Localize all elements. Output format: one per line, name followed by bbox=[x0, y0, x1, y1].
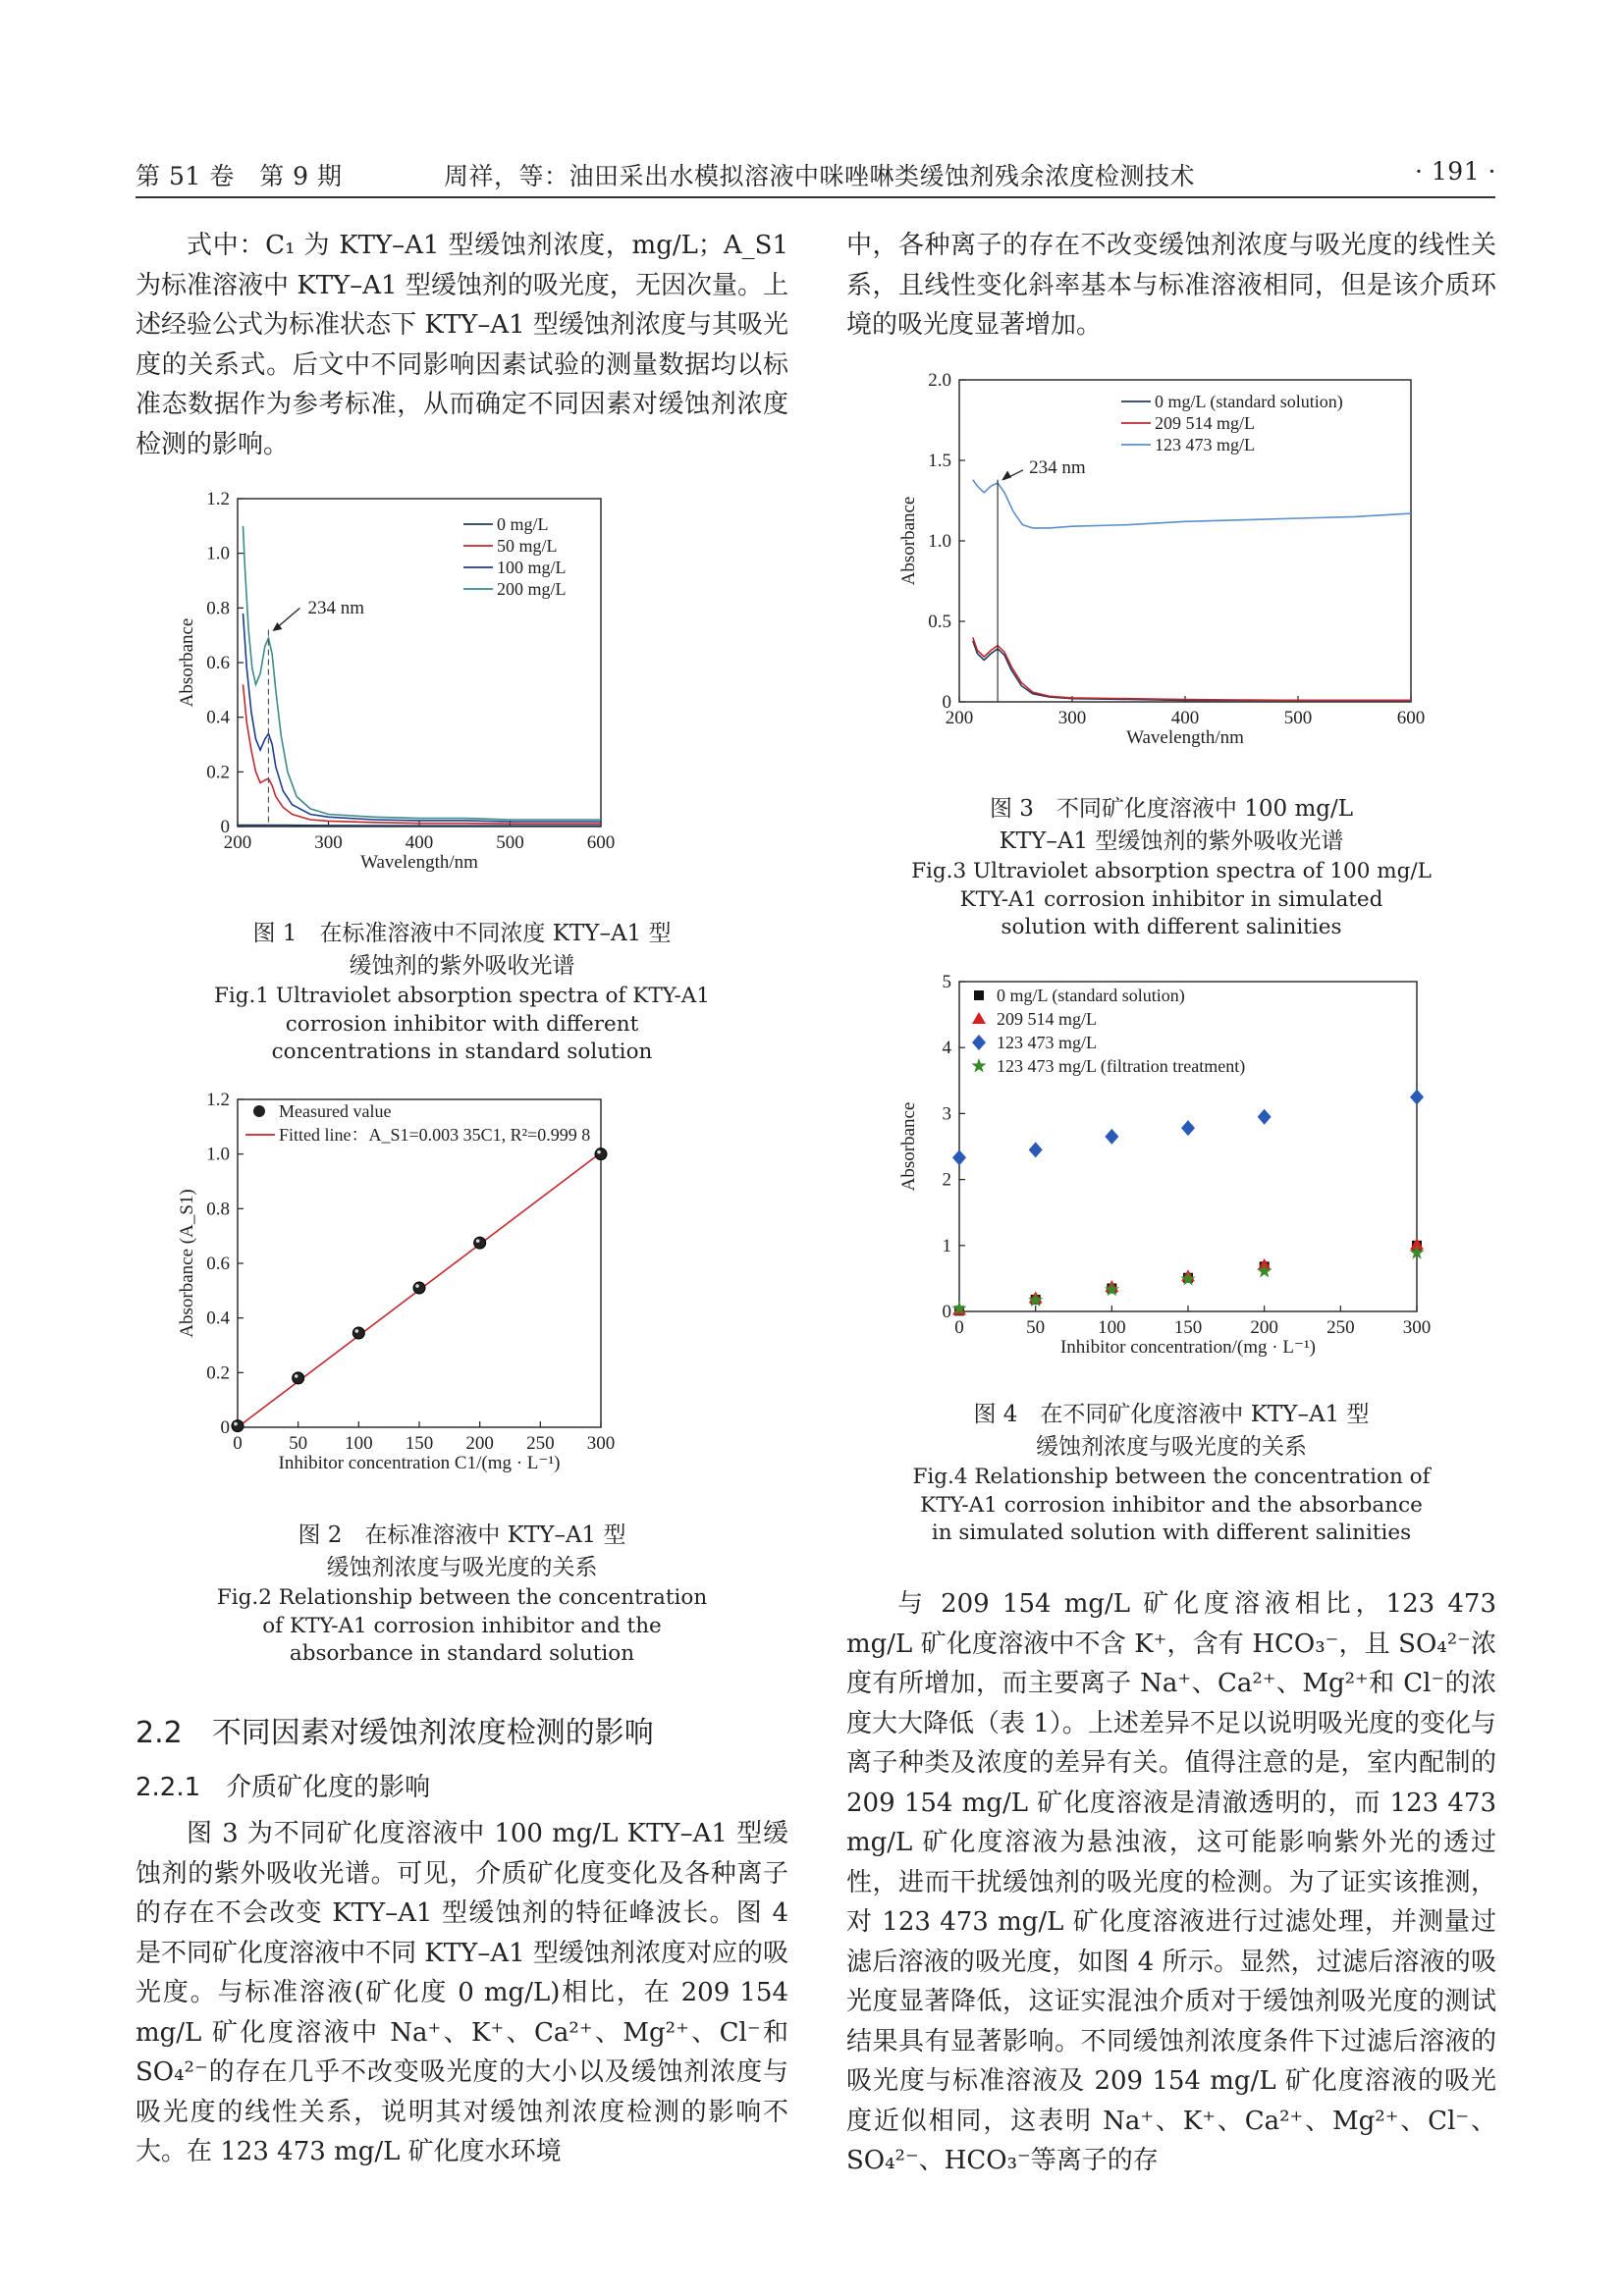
fig2-legend-label-measured: Measured value bbox=[279, 1101, 392, 1121]
fig2-data-point-highlight bbox=[597, 1150, 601, 1154]
fig4-ytick-label: 5 bbox=[942, 972, 951, 992]
figure-3-caption-en-2: KTY-A1 corrosion inhibitor in simulated bbox=[959, 886, 1383, 912]
fig4-ytick-label: 4 bbox=[942, 1038, 951, 1059]
figure-2-caption-en-3: absorbance in standard solution bbox=[289, 1641, 635, 1666]
fig3-annotation-label: 234 nm bbox=[1029, 457, 1086, 479]
fig2-data-point-highlight bbox=[355, 1329, 359, 1333]
fig1-xaxis-label: Wavelength/nm bbox=[360, 852, 478, 873]
fig2-xtick-label: 300 bbox=[586, 1433, 616, 1454]
figure-2-caption-zh-2: 缓蚀剂浓度与吸光度的关系 bbox=[326, 1555, 598, 1580]
fig2-data-point bbox=[293, 1372, 304, 1384]
fig2-ytick-label: 0.2 bbox=[206, 1362, 230, 1384]
figure-3-caption-en-3: solution with different salinities bbox=[1001, 915, 1342, 939]
right-paragraph-1: 中，各种离子的存在不改变缓蚀剂浓度与吸光度的线性关系，且线性变化斜率基本与标准溶液相同，但是该介质环境的吸光度显著增加。 bbox=[846, 231, 1496, 340]
fig2-data-point bbox=[474, 1237, 486, 1249]
fig2-xtick-label: 50 bbox=[289, 1433, 308, 1454]
fig4-xaxis-label: Inhibitor concentration/(mg · L⁻¹) bbox=[1059, 1337, 1317, 1358]
figure-3-caption-zh-2: KTY–A1 型缓蚀剂的紫外吸收光谱 bbox=[999, 828, 1344, 854]
fig1-ytick-label: 0.2 bbox=[206, 762, 230, 783]
fig4-data-point-s2 bbox=[1410, 1090, 1424, 1105]
figure-2-caption-zh-1: 图 2 在标准溶液中 KTY–A1 型 bbox=[298, 1522, 626, 1548]
fig3-xtick-label: 200 bbox=[945, 708, 974, 728]
fig4-yaxis-label: Absorbance bbox=[898, 1101, 919, 1192]
figure-1-caption-zh-1: 图 1 在标准溶液中不同浓度 KTY–A1 型 bbox=[252, 921, 672, 946]
right-paragraph-2: 与 209 154 mg/L 矿化度溶液相比，123 473 mg/L 矿化度溶液中不含 K⁺，含有 HCO₃⁻，且 SO₄²⁻浓度有所增加，而主要离子 Na⁺、Ca²⁺、Mg²⁺和 Cl⁻的浓度大大降低（表 1）。上述差异不足以说明吸光度的变化与离子种类及浓度的差异有关。值得注意的是，室内配制的 209 154 mg/L 矿化度溶液是清澈透明的，而 123 473 mg/L 矿化度溶液为悬浊液，这可能影响紫外光的透过性，进而干扰缓蚀剂的吸光度的检测。为了证实该推测，对 123 473 mg/L 矿化度溶液进行过滤处理，并测量过滤后溶液的吸光度，如图 4 所示。显然，过滤后溶液的吸光度显著降低，这证实混浊介质对于缓蚀剂吸光度的测试结果具有显著影响。不同缓蚀剂浓度条件下过滤后溶液的吸光度与标准溶液及 209 154 mg/L 矿化度溶液的吸光度近似相同，这表明 Na⁺、K⁺、Ca²⁺、Mg²⁺、Cl⁻、SO₄²⁻、HCO₃⁻等离子的存 bbox=[846, 1589, 1496, 2175]
fig3-arrow-head bbox=[1001, 471, 1011, 481]
figure-2-caption-en-2: of KTY-A1 corrosion inhibitor and the bbox=[262, 1613, 662, 1638]
fig2-ytick-label: 0.4 bbox=[206, 1308, 230, 1329]
fig3-series-line-2 bbox=[973, 480, 1411, 528]
fig3-legend-label-0: 0 mg/L (standard solution) bbox=[1155, 392, 1343, 411]
fig3-series-line-0 bbox=[973, 641, 1411, 701]
fig4-xtick-label: 150 bbox=[1173, 1317, 1203, 1338]
fig3-series-line-1 bbox=[973, 637, 1411, 700]
figure-4-caption bbox=[846, 1399, 1496, 1548]
fig3-xtick-label: 600 bbox=[1396, 708, 1426, 728]
fig3-legend-label-1: 209 514 mg/L bbox=[1155, 413, 1255, 433]
fig1-xtick-label: 400 bbox=[405, 832, 434, 853]
left-paragraph-1: 式中：C₁ 为 KTY–A1 型缓蚀剂浓度，mg/L；A_S1 为标准溶液中 KTY–A1 型缓蚀剂的吸光度，无因次量。上述经验公式为标准状态下 KTY–A1 型缓蚀剂浓度与其吸光度的关系式。后文中不同影响因素试验的测量数据均以标准态数据作为参考标准，从而确定不同因素对缓蚀剂浓度检测的影响。 bbox=[135, 231, 788, 459]
fig1-ytick-label: 0 bbox=[220, 817, 230, 837]
figure-1-svg bbox=[177, 489, 746, 911]
fig2-data-point-highlight bbox=[415, 1284, 419, 1288]
figure-4-caption-en-2: KTY-A1 corrosion inhibitor and the absorbance bbox=[920, 1492, 1423, 1518]
fig2-data-point bbox=[232, 1420, 244, 1432]
fig3-ytick-label: 1.0 bbox=[928, 531, 951, 552]
fig4-data-point-s3 bbox=[1257, 1263, 1272, 1278]
figure-4-svg bbox=[889, 972, 1458, 1394]
fig4-data-point-s3 bbox=[1105, 1282, 1119, 1297]
fig1-yaxis-label: Absorbance bbox=[177, 617, 197, 708]
fig3-xaxis-label: Wavelength/nm bbox=[1126, 727, 1244, 748]
fig3-legend-label-2: 123 473 mg/L bbox=[1155, 435, 1255, 454]
fig4-ytick-label: 0 bbox=[942, 1302, 951, 1322]
figure-4-caption-zh-2: 缓蚀剂浓度与吸光度的关系 bbox=[1036, 1434, 1307, 1460]
fig3-ytick-label: 0.5 bbox=[928, 612, 951, 632]
fig4-data-point-s2 bbox=[1105, 1129, 1118, 1145]
section-heading-2-2-1: 2.2.1 介质矿化度的影响 bbox=[135, 1773, 431, 1802]
fig4-legend-marker-0 bbox=[974, 990, 984, 1000]
fig2-legend-marker-measured bbox=[253, 1105, 265, 1117]
fig4-data-point-s2 bbox=[1029, 1142, 1043, 1157]
fig4-xtick-label: 250 bbox=[1326, 1317, 1355, 1338]
fig3-ytick-label: 1.5 bbox=[928, 451, 951, 471]
fig1-xtick-label: 300 bbox=[314, 832, 343, 853]
fig3-xtick-label: 300 bbox=[1057, 708, 1087, 728]
fig1-ytick-label: 0.6 bbox=[206, 653, 230, 673]
fig1-xtick-label: 500 bbox=[496, 832, 524, 853]
fig4-data-point-s2 bbox=[1181, 1120, 1195, 1136]
fig2-ytick-label: 0.8 bbox=[206, 1199, 230, 1220]
fig4-ytick-label: 2 bbox=[942, 1169, 951, 1191]
fig2-ytick-label: 0 bbox=[220, 1417, 230, 1438]
fig1-xtick-label: 200 bbox=[223, 832, 252, 853]
fig4-legend-marker-3 bbox=[971, 1058, 986, 1073]
figure-2-svg bbox=[177, 1090, 746, 1512]
fig2-ytick-label: 0.6 bbox=[206, 1254, 230, 1274]
fig4-legend-label-3: 123 473 mg/L (filtration treatment) bbox=[997, 1056, 1246, 1076]
fig3-ytick-label: 2.0 bbox=[928, 370, 951, 391]
fig4-xtick-label: 300 bbox=[1402, 1317, 1432, 1338]
fig4-data-point-s3 bbox=[1180, 1271, 1195, 1285]
running-header-title: 周祥，等：油田采出水模拟溶液中咪唑啉类缓蚀剂残余浓度检测技术 bbox=[444, 162, 1196, 190]
figure-1-caption bbox=[135, 918, 788, 1067]
fig4-legend-label-0: 0 mg/L (standard solution) bbox=[997, 986, 1185, 1005]
fig2-xtick-label: 100 bbox=[345, 1433, 373, 1454]
figure-1-caption-en-2: corrosion inhibitor with different bbox=[285, 1011, 639, 1037]
header-rule bbox=[135, 196, 1495, 198]
fig1-ytick-label: 0.4 bbox=[206, 707, 230, 728]
fig2-data-point-highlight bbox=[476, 1239, 480, 1243]
fig4-xtick-label: 0 bbox=[954, 1317, 964, 1338]
section-heading-2-2: 2.2 不同因素对缓蚀剂浓度检测的影响 bbox=[135, 1716, 654, 1750]
fig1-xtick-label: 600 bbox=[586, 832, 616, 853]
fig4-data-point-s2 bbox=[952, 1149, 966, 1165]
figure-4-caption-en-1: Fig.4 Relationship between the concentration of bbox=[912, 1465, 1431, 1489]
fig2-xtick-label: 150 bbox=[405, 1433, 434, 1454]
fig4-plot-frame bbox=[959, 982, 1417, 1311]
fig1-ytick-label: 0.8 bbox=[206, 598, 230, 619]
fig4-data-point-s2 bbox=[1258, 1109, 1272, 1125]
figure-4-chart bbox=[889, 972, 1458, 1394]
left-paragraph-2: 图 3 为不同矿化度溶液中 100 mg/L KTY–A1 型缓蚀剂的紫外吸收光谱。可见，介质矿化度变化及各种离子的存在不会改变 KTY–A1 型缓蚀剂的特征峰波长。图 4 是不同矿化度溶液中不同 KTY–A1 型缓蚀剂浓度对应的吸光度。与标准溶液(矿化度 0 mg/L)相比，在 209 154 mg/L 矿化度溶液中 Na⁺、K⁺、Ca²⁺、Mg²⁺、Cl⁻和 SO₄²⁻的存在几乎不改变吸光度的大小以及缓蚀剂浓度与吸光度的线性关系，说明其对缓蚀剂浓度检测的影响不大。在 123 473 mg/L 矿化度水环境 bbox=[135, 1819, 788, 2166]
fig2-data-point-highlight bbox=[295, 1374, 298, 1378]
fig4-legend-marker-1 bbox=[972, 1012, 986, 1024]
figure-1-chart bbox=[177, 489, 746, 911]
fig1-series-line-1 bbox=[244, 684, 602, 824]
fig2-data-point bbox=[595, 1148, 607, 1160]
running-header-left: 第 51 卷 第 9 期 bbox=[135, 162, 343, 190]
fig2-data-point bbox=[352, 1327, 364, 1339]
fig2-xtick-label: 0 bbox=[233, 1433, 243, 1454]
figure-1-caption-en-1: Fig.1 Ultraviolet absorption spectra of KTY-A1 bbox=[214, 984, 710, 1008]
fig2-data-point-highlight bbox=[234, 1422, 238, 1426]
fig4-xtick-label: 50 bbox=[1026, 1317, 1046, 1338]
figure-3-caption-en-1: Fig.3 Ultraviolet absorption spectra of 100 mg/L bbox=[911, 859, 1432, 883]
figure-3-svg bbox=[889, 368, 1458, 780]
figure-2-caption bbox=[135, 1520, 788, 1669]
figure-3-caption-zh-1: 图 3 不同矿化度溶液中 100 mg/L bbox=[989, 796, 1354, 822]
fig4-xtick-label: 100 bbox=[1098, 1317, 1126, 1338]
fig2-ytick-label: 1.2 bbox=[206, 1090, 230, 1110]
fig2-xtick-label: 250 bbox=[526, 1433, 555, 1454]
fig4-legend-marker-2 bbox=[972, 1035, 986, 1050]
figure-2-chart bbox=[177, 1090, 746, 1512]
fig3-yaxis-label: Absorbance bbox=[898, 496, 919, 586]
figure-3-caption bbox=[846, 793, 1496, 942]
fig4-legend-label-2: 123 473 mg/L bbox=[997, 1033, 1097, 1052]
figure-4-caption-zh-1: 图 4 在不同矿化度溶液中 KTY–A1 型 bbox=[973, 1402, 1370, 1427]
fig2-data-point bbox=[413, 1282, 425, 1294]
page-number: · 191 · bbox=[1415, 157, 1497, 186]
fig4-xtick-label: 200 bbox=[1250, 1317, 1278, 1338]
fig1-legend-label-3: 200 mg/L bbox=[497, 579, 567, 599]
fig2-xtick-label: 200 bbox=[465, 1433, 494, 1454]
fig1-legend-label-2: 100 mg/L bbox=[497, 558, 567, 577]
fig3-xtick-label: 500 bbox=[1283, 708, 1313, 728]
fig1-ytick-label: 1.0 bbox=[206, 543, 230, 564]
fig3-xtick-label: 400 bbox=[1170, 708, 1200, 728]
fig1-legend-label-0: 0 mg/L bbox=[497, 514, 549, 534]
figure-1-caption-en-3: concentrations in standard solution bbox=[271, 1040, 653, 1064]
fig1-ytick-label: 1.2 bbox=[206, 489, 230, 509]
fig2-yaxis-label: Absorbance (A_S1) bbox=[177, 1189, 197, 1338]
figure-4-caption-en-3: in simulated solution with different salinities bbox=[931, 1521, 1412, 1545]
figure-3-chart bbox=[889, 368, 1458, 780]
fig4-ytick-label: 3 bbox=[942, 1103, 951, 1125]
fig1-legend-label-1: 50 mg/L bbox=[497, 536, 558, 556]
figure-1-caption-zh-2: 缓蚀剂的紫外吸收光谱 bbox=[349, 953, 575, 979]
fig4-ytick-label: 1 bbox=[942, 1235, 951, 1256]
fig3-ytick-label: 0 bbox=[942, 692, 951, 713]
figure-2-caption-en-1: Fig.2 Relationship between the concentration bbox=[216, 1585, 708, 1610]
fig4-legend-label-1: 209 514 mg/L bbox=[997, 1009, 1097, 1029]
fig1-series-line-2 bbox=[244, 614, 602, 822]
fig1-series-line-0 bbox=[238, 826, 601, 827]
fig2-xaxis-label: Inhibitor concentration C1/(mg · L⁻¹) bbox=[278, 1453, 561, 1473]
fig2-ytick-label: 1.0 bbox=[206, 1144, 230, 1165]
fig2-legend-label-fitted: Fitted line：A_S1=0.003 35C1, R²=0.999 8 bbox=[279, 1125, 591, 1145]
fig1-annotation-label: 234 nm bbox=[307, 597, 364, 618]
